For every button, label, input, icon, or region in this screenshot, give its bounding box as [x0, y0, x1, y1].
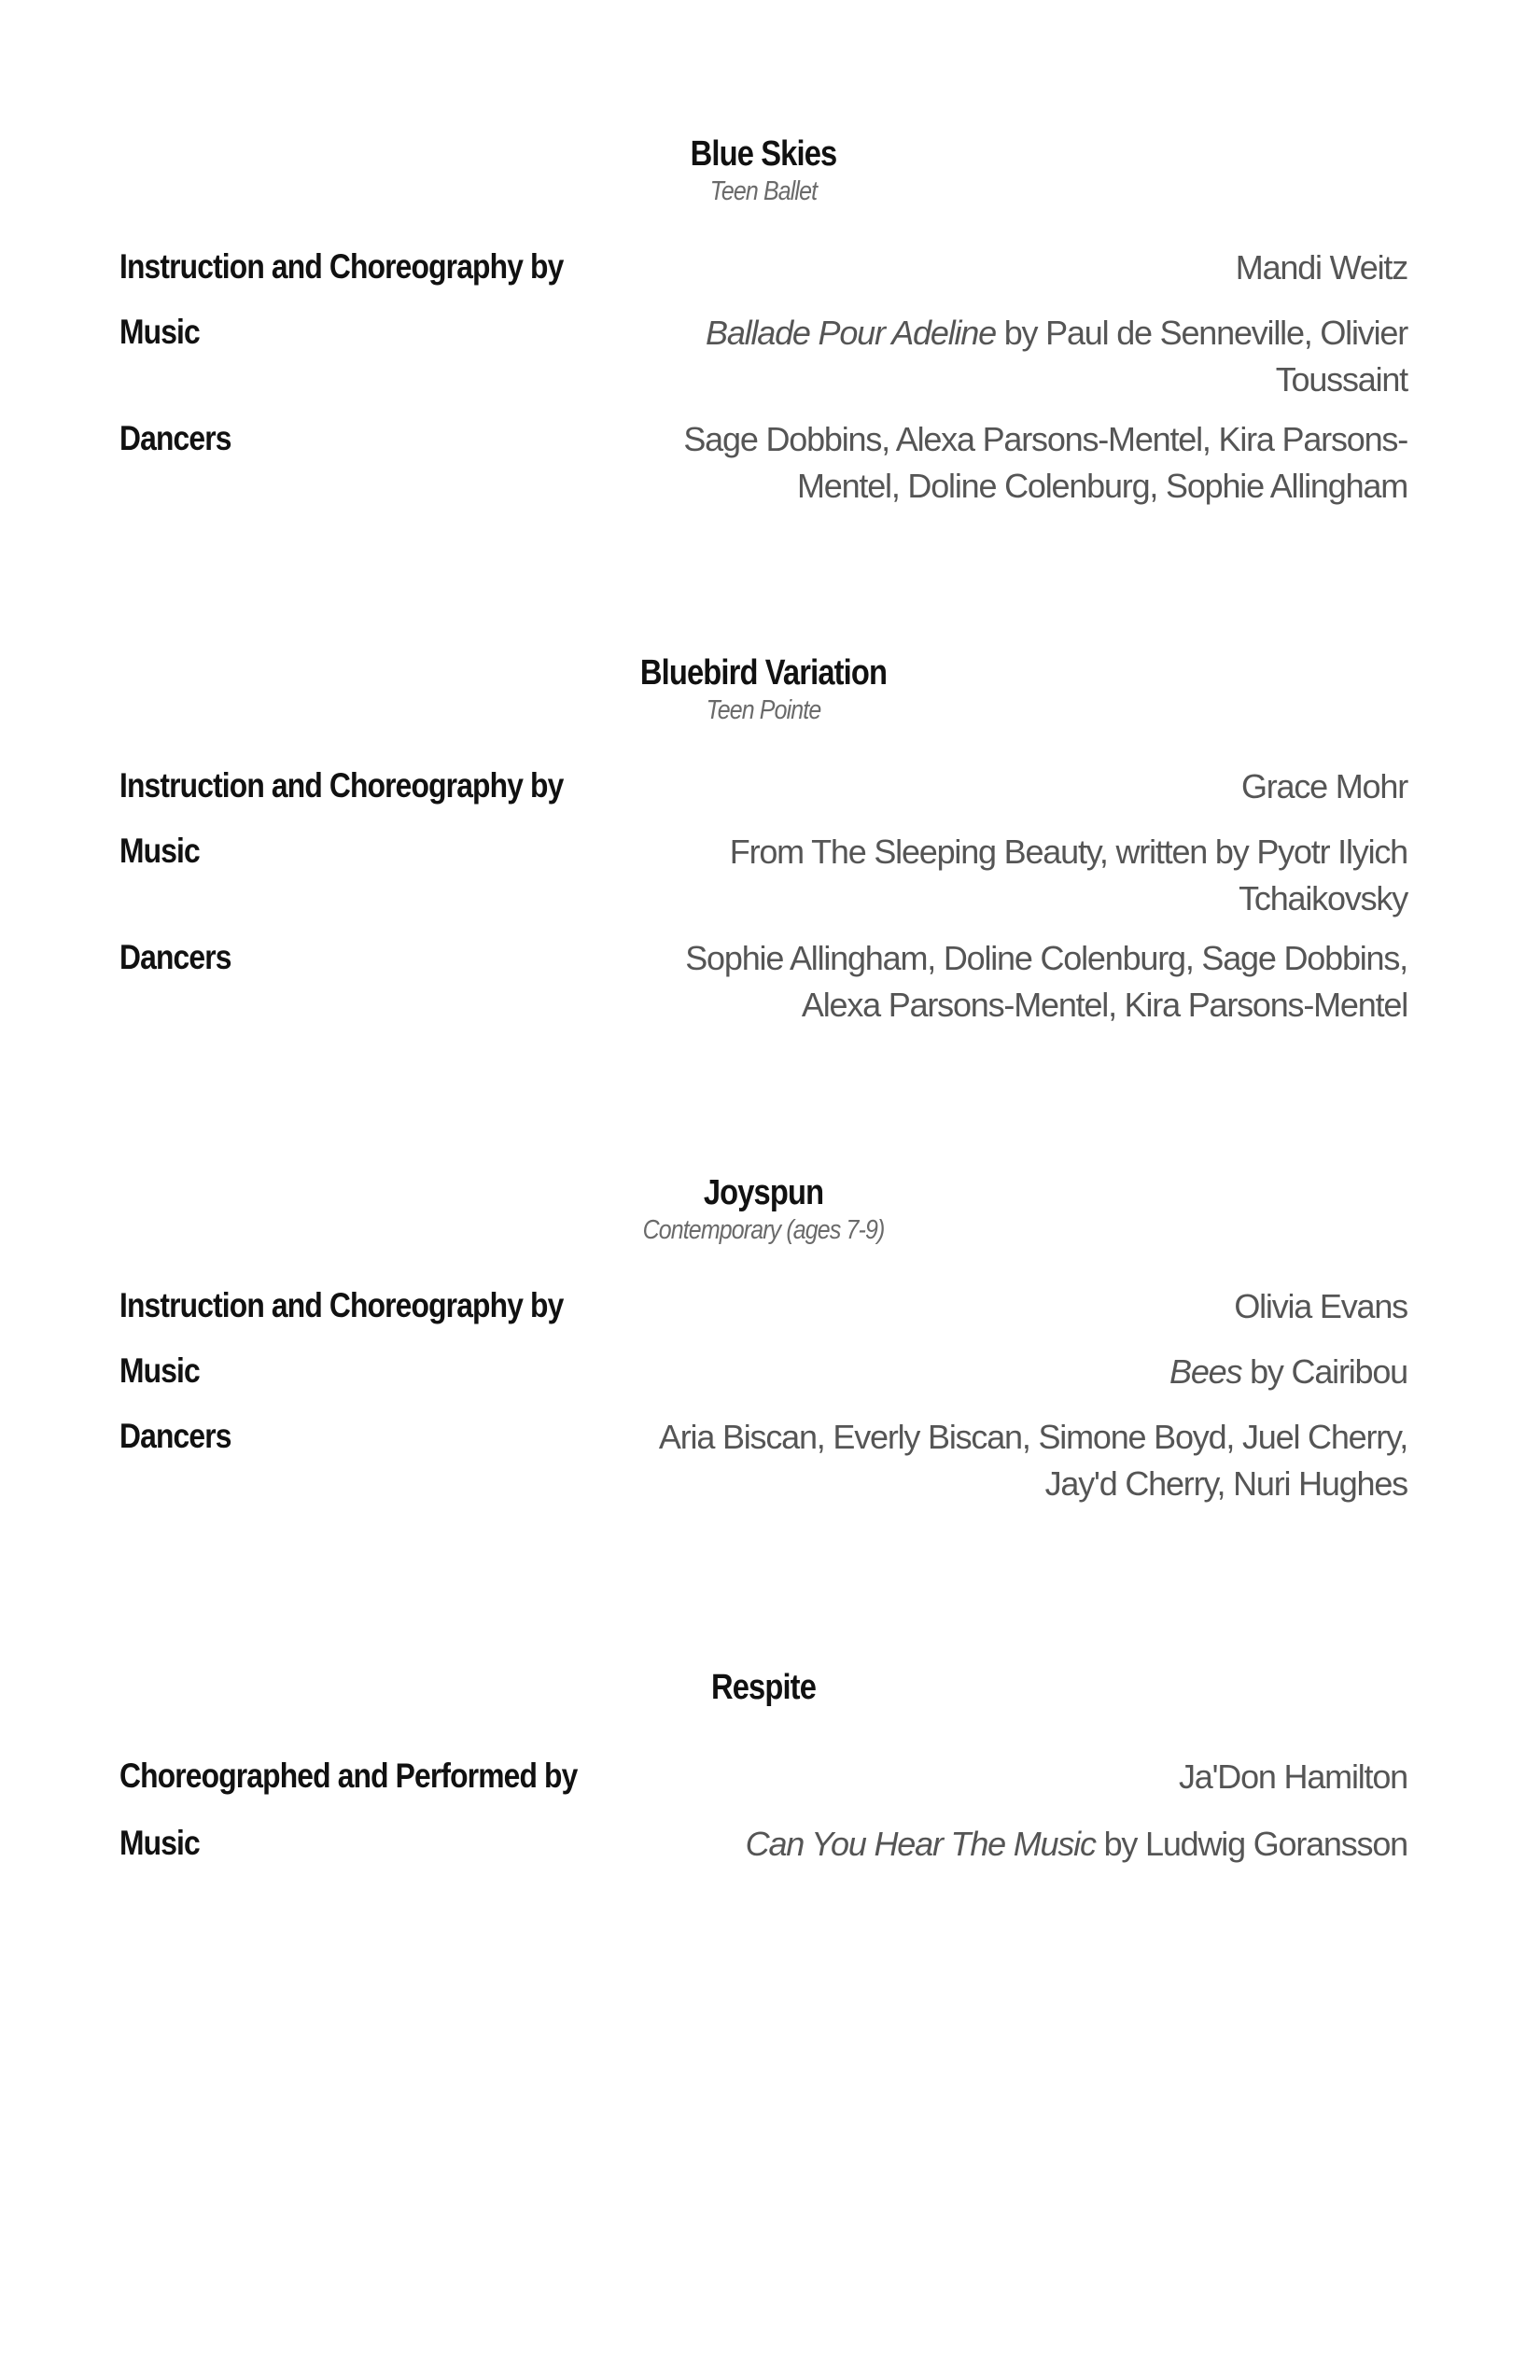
dancers-row — [119, 935, 1407, 1029]
choreography-label: Instruction and Choreography by — [119, 1286, 564, 1324]
music-label: Music — [119, 313, 200, 351]
piece-bluebird-variation — [119, 651, 1407, 1029]
choreography-value: Olivia Evans — [1234, 1287, 1407, 1325]
piece-joyspun — [119, 1171, 1407, 1507]
music-row — [119, 310, 1407, 416]
music-row — [119, 829, 1407, 935]
music-row — [119, 1349, 1407, 1414]
music-value: From The Sleeping Beauty, written by Pyotr Ilyich Tchaikovsky — [729, 833, 1407, 917]
piece-subtitle: Teen Pointe — [706, 695, 821, 725]
music-label: Music — [119, 832, 200, 870]
piece-subtitle: Contemporary (ages 7-9) — [642, 1215, 885, 1245]
music-title: Can You Hear The Music — [745, 1825, 1096, 1863]
piece-subtitle: Teen Ballet — [709, 176, 818, 206]
music-credit: by Cairibou — [1241, 1352, 1407, 1391]
dancers-value: Sage Dobbins, Alexa Parsons-Mentel, Kira Parsons-Mentel, Doline Colenburg, Sophie Allingham — [683, 420, 1407, 505]
music-value — [642, 1821, 1407, 1868]
choreography-row — [119, 1754, 1407, 1821]
choreography-label: Instruction and Choreography by — [119, 766, 564, 805]
dancers-row — [119, 1414, 1407, 1507]
dancers-value: Sophie Allingham, Doline Colenburg, Sage Dobbins, Alexa Parsons-Mentel, Kira Parsons-Mentel — [685, 939, 1407, 1024]
music-credit: by Ludwig Goransson — [1095, 1825, 1407, 1863]
choreography-label: Instruction and Choreography by — [119, 247, 564, 286]
music-title: Ballade Pour Adeline — [706, 314, 996, 352]
dancers-label: Dancers — [119, 938, 231, 976]
choreography-row — [119, 245, 1407, 310]
choreography-value: Ja'Don Hamilton — [1179, 1757, 1407, 1796]
piece-title: Joyspun — [703, 1173, 824, 1212]
piece-respite — [119, 1666, 1407, 1886]
dancers-row — [119, 416, 1407, 510]
music-credit: by Paul de Senneville, Olivier Toussaint — [995, 314, 1407, 399]
music-label: Music — [119, 1824, 200, 1862]
dancers-label: Dancers — [119, 1417, 231, 1455]
choreography-row — [119, 1283, 1407, 1349]
dancers-value: Aria Biscan, Everly Biscan, Simone Boyd, Juel Cherry, Jay'd Cherry, Nuri Hughes — [658, 1418, 1407, 1503]
piece-title: Blue Skies — [690, 134, 837, 174]
piece-blue-skies — [119, 133, 1407, 510]
music-title: Bees — [1169, 1352, 1242, 1391]
dancers-label: Dancers — [119, 419, 231, 457]
music-row — [119, 1821, 1407, 1886]
piece-title: Bluebird Variation — [639, 653, 888, 693]
music-value — [642, 1349, 1407, 1395]
piece-title: Respite — [710, 1668, 817, 1707]
music-value — [642, 310, 1407, 403]
choreography-row — [119, 763, 1407, 829]
music-label: Music — [119, 1351, 200, 1390]
choreography-value: Grace Mohr — [1240, 767, 1407, 805]
choreography-value: Mandi Weitz — [1235, 248, 1407, 287]
choreography-label: Choreographed and Performed by — [119, 1757, 578, 1795]
